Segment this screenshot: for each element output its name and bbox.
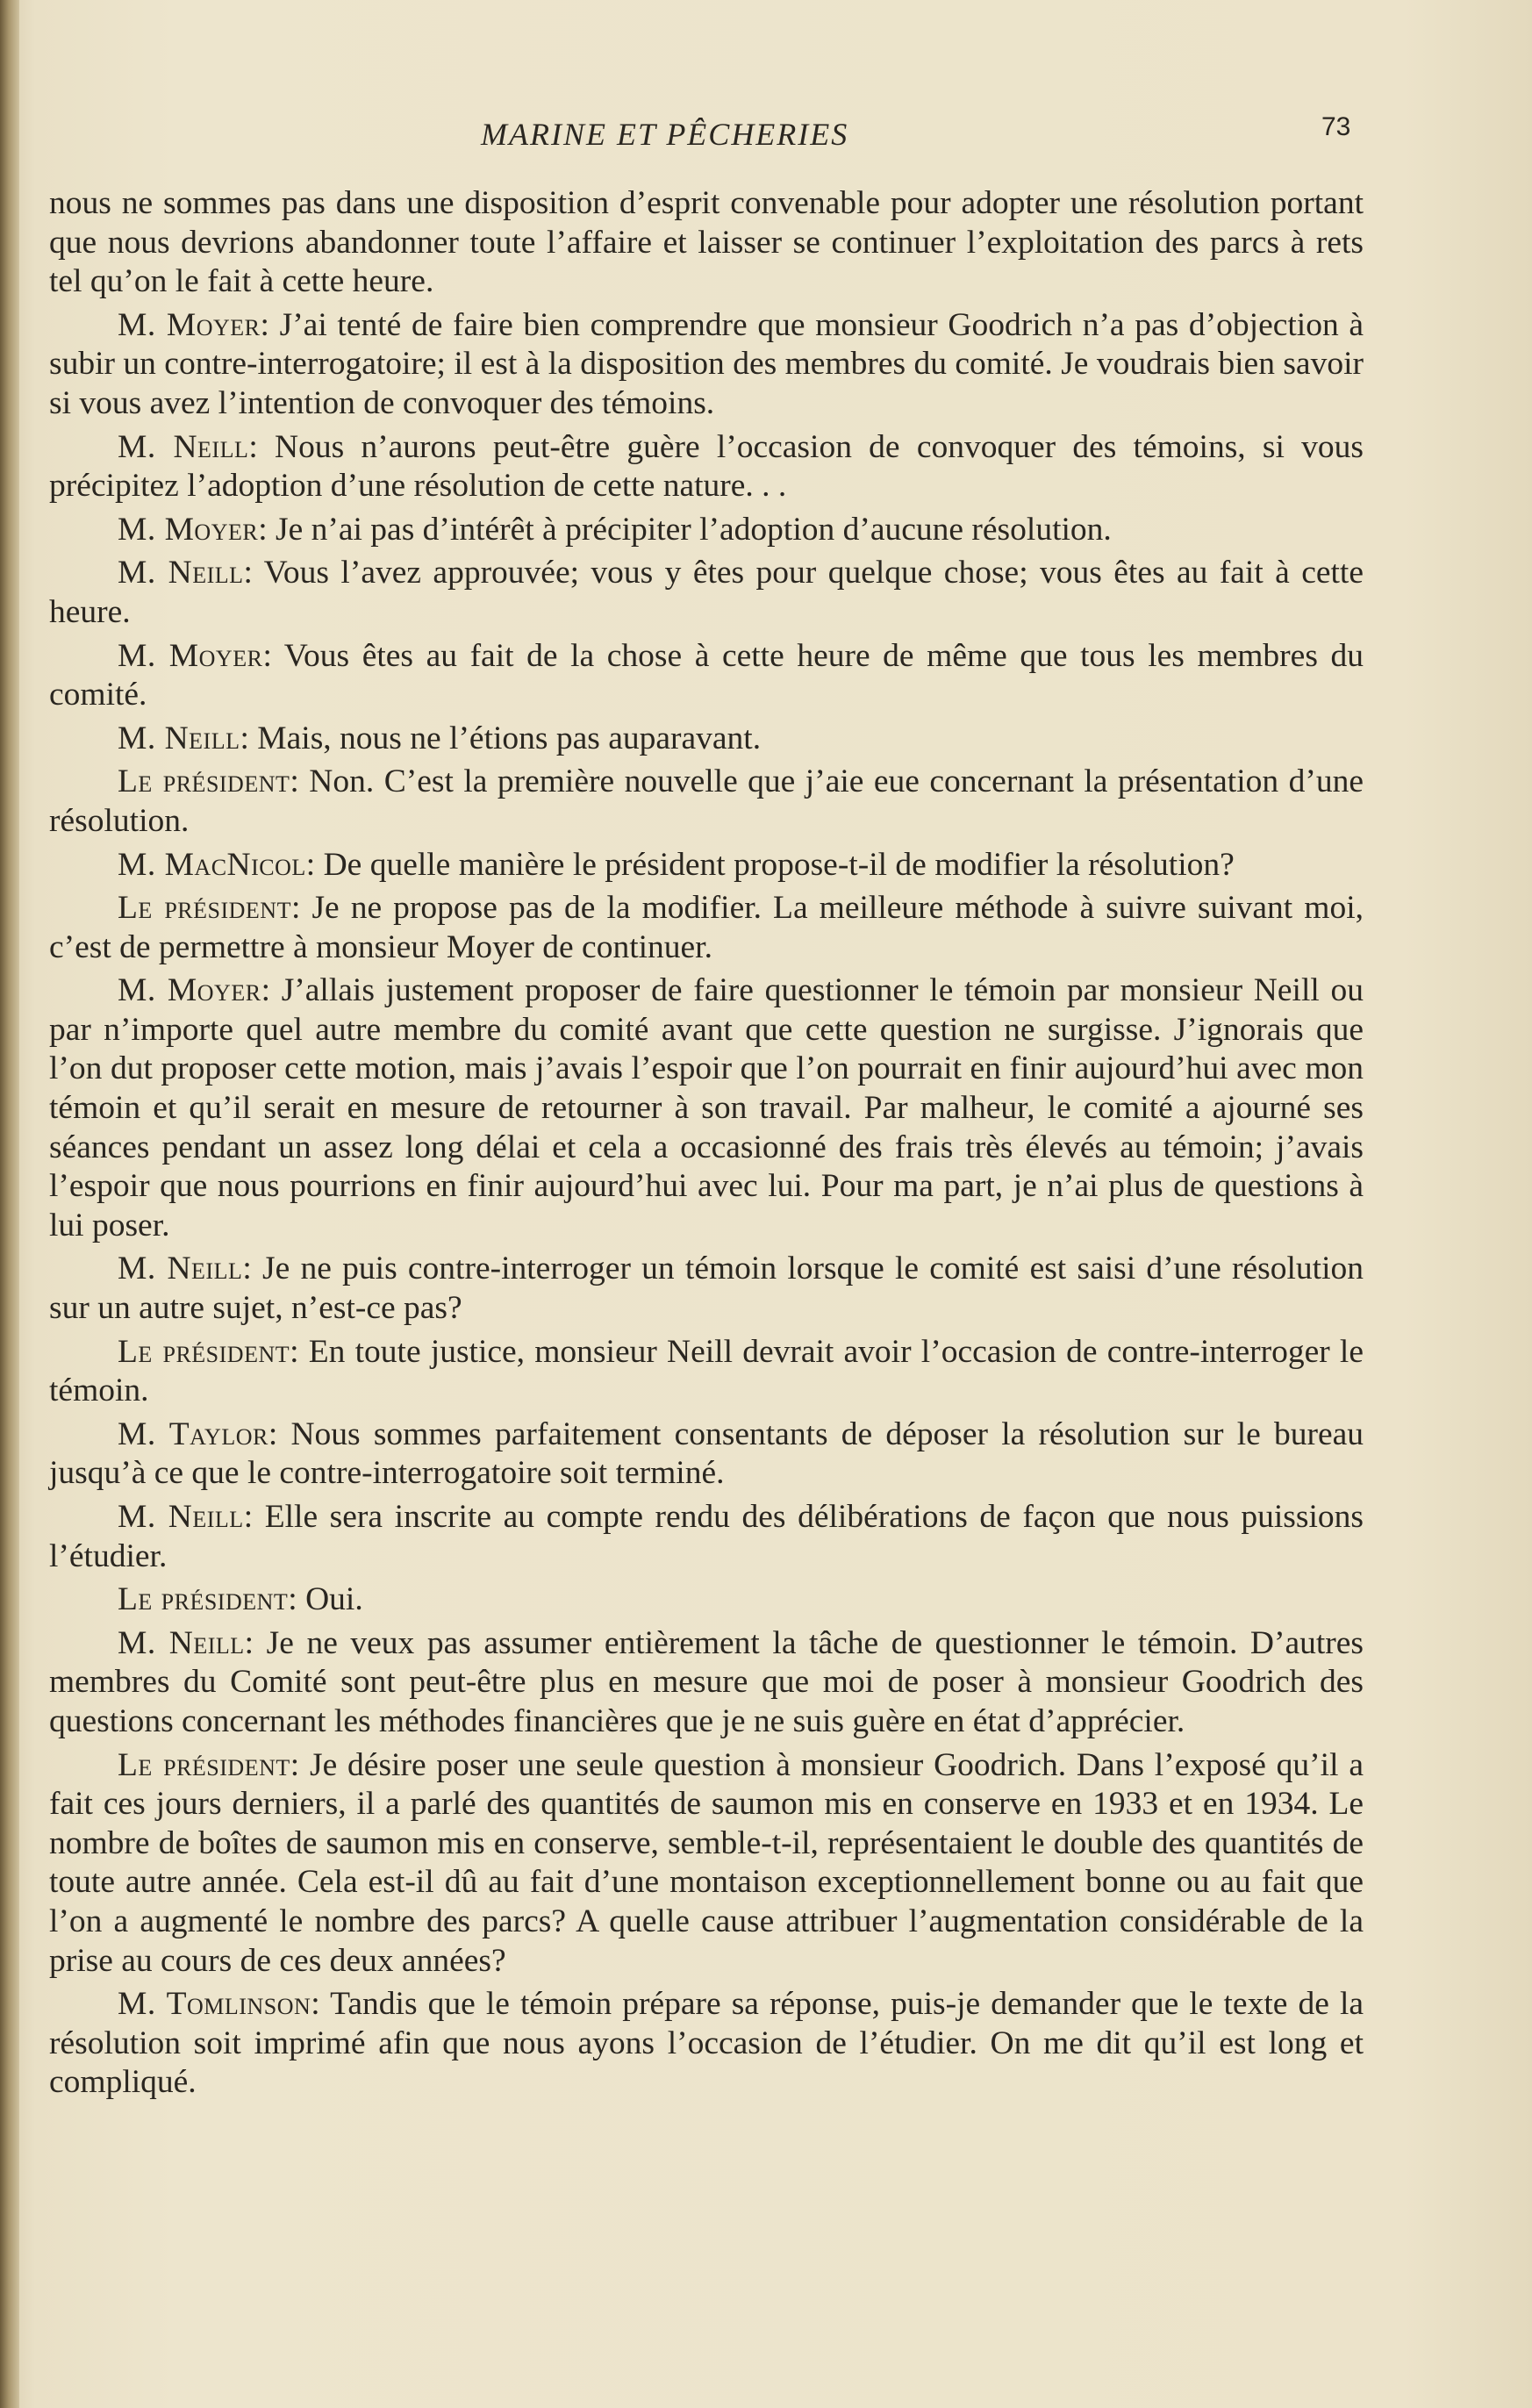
paragraph: M. MacNicol: De quelle manière le président propose-t-il de modifier la résolution? <box>118 846 1235 883</box>
paragraph: M. Moyer: J’ai tenté de faire bien comprendre que monsieur Goodrich n’a pas d’objection à subir un contre-interrogatoire; il est à la disposition des membres du comité. Je voudrais bien savoir si vous avez l’intention de convoquer des témoins. <box>49 306 1364 421</box>
paragraph-text: J’ai tenté de faire bien comprendre que monsieur Goodrich n’a pas d’objection à subir un contre-interrogatoire; il est à la disposition des membres du comité. Je voudrais bien savoir si vous avez l’intention de convoquer des témoins. <box>49 306 1364 421</box>
paragraph: M. Neill: Je ne puis contre-interroger un témoin lorsque le comité est saisi d’une résolution sur un autre sujet, n’est-ce pas? <box>49 1251 1364 1327</box>
paragraph-text: Nous sommes parfaitement consentants de déposer la résolution sur le bureau jusqu’à ce que le contre-interrogatoire soit terminé. <box>49 1415 1364 1492</box>
paragraph-text: Je n’ai pas d’intérêt à précipiter l’adoption d’aucune résolution. <box>267 511 1112 548</box>
page-header <box>0 112 1532 165</box>
paragraph-text: Je ne veux pas assumer entièrement la tâche de questionner le témoin. D’autres membres du Comité sont peut-être plus en mesure que moi de poser à monsieur Goodrich des questions concernant les méthodes financières que je ne suis guère en état d’apprécier. <box>49 1624 1364 1739</box>
paragraph-text: Nous n’aurons peut-être guère l’occasion de convoquer des témoins, si vous précipitez l’adoption d’une résolution de cette nature. . . <box>49 428 1364 505</box>
paragraph: M. Neill: Vous l’avez approuvée; vous y êtes pour quelque chose; vous êtes au fait à cette heure. <box>49 555 1364 630</box>
paragraph-text: Non. C’est la première nouvelle que j’aie eue concernant la présentation d’une résolution. <box>49 763 1364 839</box>
paragraph: Le président: Je désire poser une seule question à monsieur Goodrich. Dans l’exposé qu’il a fait ces jours derniers, il a parlé des quantités de saumon mis en conserve en 1933 et en 1934. Le nombre de boîtes de saumon mis en conserve, semble-t-il, représentaient le double des quantités de toute autre année. Cela est-il dû au fait d’une montaison exceptionnellement bonne ou au fait que l’on a augmenté le nombre des parcs? A quelle cause attribuer l’augmentation considérable de la prise au cours de ces deux années? <box>49 1746 1364 1979</box>
speaker: Le président <box>118 1746 290 1783</box>
paragraph: M. Neill: Nous n’aurons peut-être guère l’occasion de convoquer des témoins, si vous précipitez l’adoption d’une résolution de cette nature. . . <box>49 428 1364 505</box>
paragraph: Le président: Je ne propose pas de la modifier. La meilleure méthode à suivre suivant moi, c’est de permettre à monsieur Moyer de continuer. <box>49 890 1364 965</box>
paragraph: Le président: Oui. <box>118 1581 363 1618</box>
speaker: Le président <box>118 1581 289 1618</box>
paragraph-text: Je ne propose pas de la modifier. La meilleure méthode à suivre suivant moi, c’est de permettre à monsieur Moyer de continuer. <box>49 890 1364 965</box>
speaker: M. Moyer <box>118 306 261 343</box>
paragraph: M. Moyer: Je n’ai pas d’intérêt à précipiter l’adoption d’aucune résolution. <box>118 511 1112 548</box>
body-text <box>49 184 1364 2107</box>
speaker: M. Moyer <box>118 972 261 1009</box>
speaker: M. Neill <box>118 555 244 591</box>
paragraph: M. Taylor: Nous sommes parfaitement consentants de déposer la résolution sur le bureau jusqu’à ce que le contre-interrogatoire soit terminé. <box>49 1415 1364 1492</box>
paragraph: M. Neill: Je ne veux pas assumer entièrement la tâche de questionner le témoin. D’autres membres du Comité sont peut-être plus en mesure que moi de poser à monsieur Goodrich des questions concernant les méthodes financières que je ne suis guère en état d’apprécier. <box>49 1624 1364 1739</box>
running-title: MARINE ET PÊCHERIES <box>481 117 849 152</box>
paragraph-text: J’allais justement proposer de faire questionner le témoin par monsieur Neill ou par n’importe quel autre membre du comité avant que cette question ne surgisse. J’ignorais que l’on dut proposer cette motion, mais j’avais l’espoir que l’on pourrait en finir aujourd’hui avec mon témoin et qu’il serait en mesure de retourner à son travail. Par malheur, le comité a ajourné ses séances pendant un assez long délai et cela a occasionné des frais très élevés au témoin; j’avais l’espoir que nous pourrions en finir aujourd’hui avec lui. Pour ma part, je n’ai plus de questions à lui poser. <box>49 972 1364 1243</box>
paragraph-text: Tandis que le témoin prépare sa réponse, puis-je demander que le texte de la résolution soit imprimé afin que nous ayons l’occasion de l’étudier. On me dit qu’il est long et compliqué. <box>49 1986 1364 2101</box>
speaker: Le président <box>118 890 291 927</box>
paragraph-text: Vous êtes au fait de la chose à cette heure de même que tous les membres du comité. <box>49 637 1364 713</box>
book-binding-edge <box>0 0 19 2408</box>
speaker: M. Neill <box>118 720 240 756</box>
speaker: M. Moyer <box>118 511 259 548</box>
paragraph-text: Elle sera inscrite au compte rendu des délibérations de façon que nous puissions l’étudier. <box>49 1499 1364 1574</box>
paragraph-text: nous ne sommes pas dans une disposition d’esprit convenable pour adopter une résolution portant que nous devrions abandonner toute l’affaire et laisser se continuer l’exploitation des parcs à rets tel qu’on le fait à cette heure. <box>49 185 1364 300</box>
paragraph: Le président: En toute justice, monsieur Neill devrait avoir l’occasion de contre-interroger le témoin. <box>49 1333 1364 1409</box>
speaker: M. Neill <box>118 1624 245 1661</box>
speaker: Le président <box>118 1333 290 1370</box>
speaker: M. Taylor <box>118 1415 268 1452</box>
paragraph-text: Je ne puis contre-interroger un témoin lorsque le comité est saisi d’une résolution sur un autre sujet, n’est-ce pas? <box>49 1251 1364 1327</box>
paragraph <box>49 184 1364 302</box>
paragraph-text: Oui. <box>297 1581 363 1618</box>
paragraph-text: Mais, nous ne l’étions pas auparavant. <box>248 720 762 756</box>
paragraph-text: De quelle manière le président propose-t-il de modifier la résolution? <box>315 846 1235 883</box>
paragraph: M. Tomlinson: Tandis que le témoin prépare sa réponse, puis-je demander que le texte de la résolution soit imprimé afin que nous ayons l’occasion de l’étudier. On me dit qu’il est long et compliqué. <box>49 1986 1364 2101</box>
paragraph: Le président: Non. C’est la première nouvelle que j’aie eue concernant la présentation d’une résolution. <box>49 763 1364 839</box>
paragraph-text: Je désire poser une seule question à monsieur Goodrich. Dans l’exposé qu’il a fait ces jours derniers, il a parlé des quantités de saumon mis en conserve en 1933 et en 1934. Le nombre de boîtes de saumon mis en conserve, semble-t-il, représentaient le double des quantités de toute autre année. Cela est-il dû au fait d’une montaison exceptionnellement bonne ou au fait que l’on a augmenté le nombre des parcs? A quelle cause attribuer l’augmentation considérable de la prise au cours de ces deux années? <box>49 1746 1364 1979</box>
speaker: M. Neill <box>118 1251 243 1287</box>
paragraph-text: En toute justice, monsieur Neill devrait avoir l’occasion de contre-interroger le témoin. <box>49 1333 1364 1409</box>
speaker: M. Tomlinson <box>118 1986 311 2023</box>
speaker: M. MacNicol <box>118 846 306 883</box>
speaker: M. Neill <box>118 428 249 465</box>
paragraph: M. Moyer: Vous êtes au fait de la chose à cette heure de même que tous les membres du comité. <box>49 637 1364 713</box>
paragraph-text: Vous l’avez approuvée; vous y êtes pour quelque chose; vous êtes au fait à cette heure. <box>49 555 1364 630</box>
speaker: M. Moyer <box>118 637 263 674</box>
paragraph: M. Moyer: J’allais justement proposer de faire questionner le témoin par monsieur Neill ou par n’importe quel autre membre du comité avant que cette question ne surgisse. J’ignorais que l’on dut proposer cette motion, mais j’avais l’espoir que l’on pourrait en finir aujourd’hui avec mon témoin et qu’il serait en mesure de retourner à son travail. Par malheur, le comité a ajourné ses séances pendant un assez long délai et cela a occasionné des frais très élevés au témoin; j’avais l’espoir que nous pourrions en finir aujourd’hui avec lui. Pour ma part, je n’ai plus de questions à lui poser. <box>49 972 1364 1243</box>
paragraph: M. Neill: Mais, nous ne l’étions pas auparavant. <box>118 720 762 756</box>
speaker: Le président <box>118 763 290 800</box>
page-number: 73 <box>1321 112 1351 141</box>
speaker: M. Neill <box>118 1499 244 1535</box>
paragraph: M. Neill: Elle sera inscrite au compte rendu des délibérations de façon que nous puissions l’étudier. <box>49 1499 1364 1574</box>
